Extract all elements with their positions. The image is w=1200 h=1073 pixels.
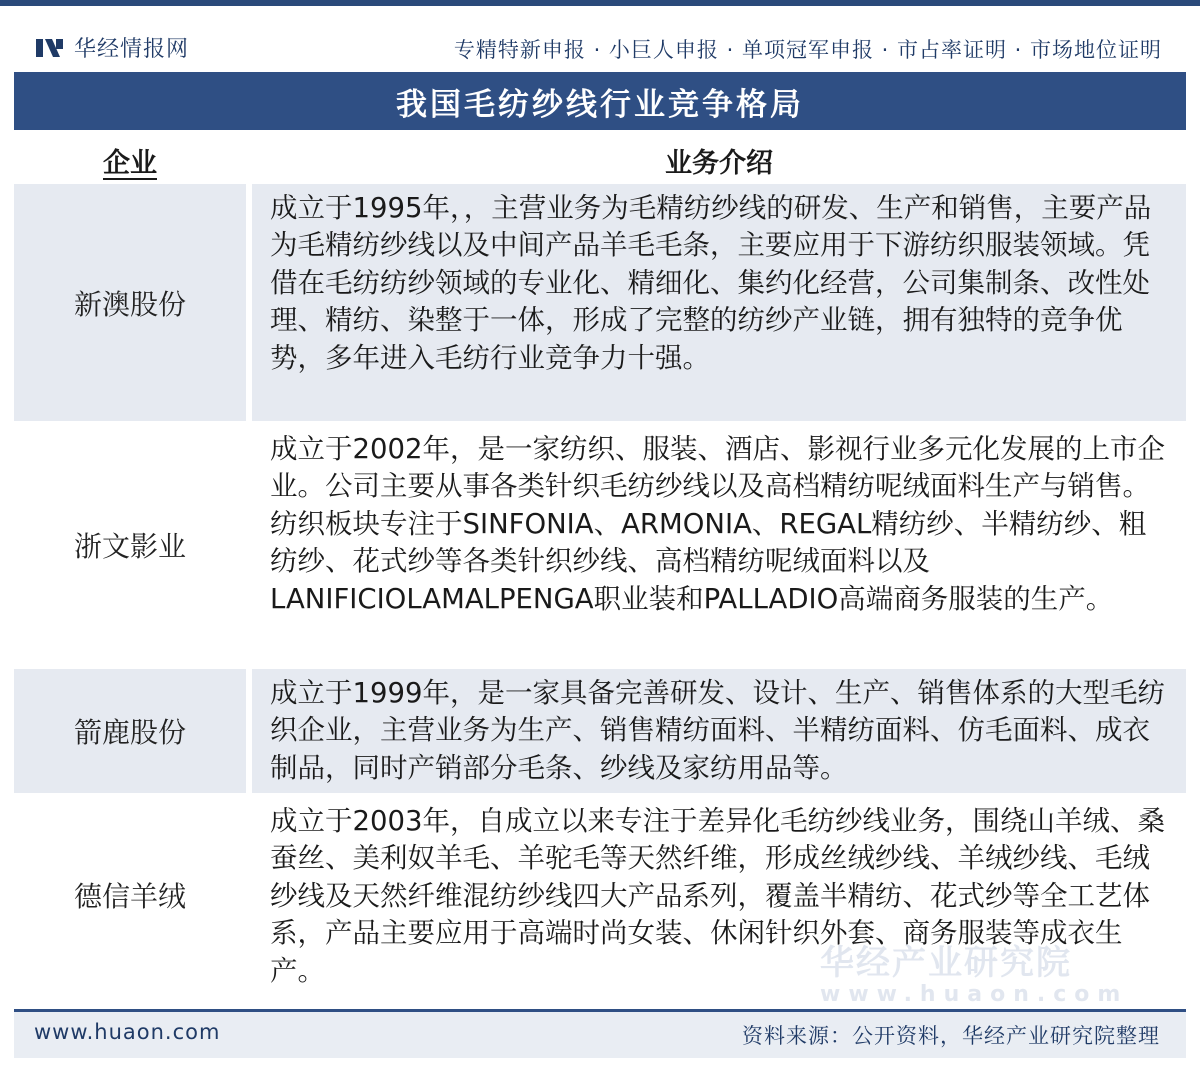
- page-title: 我国毛纺纱线行业竞争格局: [14, 72, 1186, 130]
- company-description: 成立于1999年，是一家具备完善研发、设计、生产、销售体系的大型毛纺织企业，主营业务为生产、销售精纺面料、半精纺面料、仿毛面料、成衣制品，同时产销部分毛条、纱线及家纺用品等。: [252, 669, 1186, 793]
- brand[interactable]: [36, 32, 189, 62]
- company-name: 浙文影业: [14, 425, 246, 665]
- competition-table: [14, 136, 1186, 993]
- footer-url-link[interactable]: www.huaon.com: [34, 1020, 221, 1044]
- company-name: 箭鹿股份: [14, 669, 246, 793]
- brand-logo-icon: [36, 35, 64, 59]
- footer: [14, 1009, 1186, 1058]
- company-description: 成立于2002年，是一家纺织、服装、酒店、影视行业多元化发展的上市企业。公司主要从事各类针织毛纺纱线以及高档精纺呢绒面料生产与销售。纺织板块专注于SINFONIA、ARMONIA、REGAL精纺纱、半精纺纱、粗纺纱、花式纱等各类针织纱线、高档精纺呢绒面料以及LANIFICIOLAMALPENGA职业装和PALLADIO高端商务服装的生产。: [252, 425, 1186, 665]
- watermark-name: 华经产业研究院: [820, 943, 1072, 983]
- table-row: [14, 669, 1186, 793]
- footer-source: 资料来源：公开资料，华经产业研究院整理: [742, 1024, 1160, 1048]
- table-row: [14, 184, 1186, 421]
- column-header-company: 企业: [103, 147, 157, 179]
- column-header-description: 业务介绍: [665, 147, 773, 179]
- company-name: 新澳股份: [14, 184, 246, 421]
- company-description: 成立于2003年，自成立以来专注于差异化毛纺纱线业务，围绕山羊绒、桑蚕丝、美利奴羊毛、羊驼毛等天然纤维，形成丝绒纱线、羊绒纱线、毛绒纱线及天然纤维混纺纱线四大产品系列，覆盖半精纺、花式纱等全工艺体系，产品主要应用于高端时尚女装、休闲针织外套、商务服装等成衣生产。: [252, 797, 1186, 993]
- company-name: 德信羊绒: [14, 797, 246, 993]
- watermark-domain: www.huaon.com: [820, 982, 1129, 1007]
- top-bar: [0, 0, 1200, 64]
- table-row: [14, 425, 1186, 665]
- brand-name: 华经情报网: [74, 36, 190, 62]
- table-header: [14, 136, 1186, 184]
- company-description: 成立于1995年，，主营业务为毛精纺纱线的研发、生产和销售，主要产品为毛精纺纱线以及中间产品羊毛毛条，主要应用于下游纺织服装领域。凭借在毛纺纺纱领域的专业化、精细化、集约化经营，公司集制条、改性处理、精纺、染整于一体，形成了完整的纺纱产业链，拥有独特的竞争优势，多年进入毛纺行业竞争力十强。: [252, 184, 1186, 421]
- services-list: 专精特新申报 · 小巨人申报 · 单项冠军申报 · 市占率证明 · 市场地位证明: [453, 38, 1162, 62]
- table-row: [14, 797, 1186, 993]
